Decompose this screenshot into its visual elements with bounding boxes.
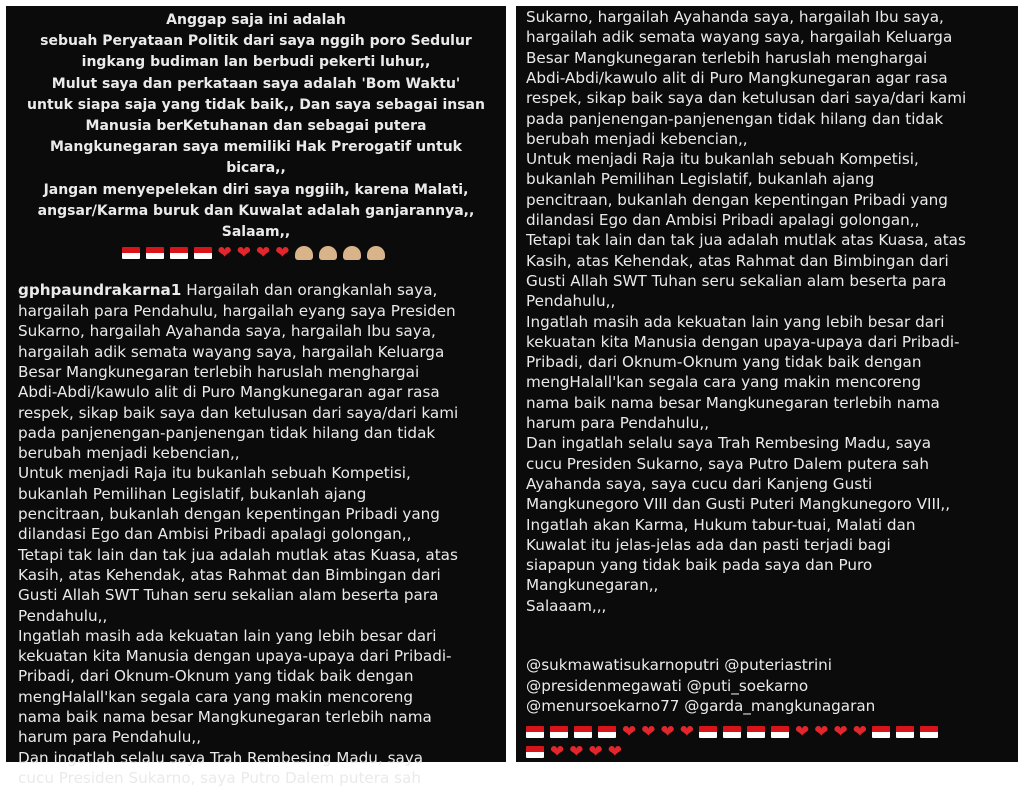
indonesia-flag-icon: [194, 247, 212, 259]
text-line: hargailah adik semata wayang saya, hargailah Keluarga: [526, 28, 953, 47]
text-line: Pendahulu,,: [18, 606, 108, 625]
praying-hands-icon: [295, 246, 313, 260]
text-line: pencitraan, bukanlah dengan kepentingan Pribadi yang: [526, 190, 948, 209]
text-line: pada panjenengan-panjenengan tidak hilang dan tidak: [526, 109, 944, 128]
text-line: Abdi-Abdi/kawulo alit di Puro Mangkunegaran agar rasa: [18, 383, 440, 402]
text-line: Dan ingatlah selalu saya Trah Rembesing Madu, saya: [18, 748, 424, 767]
text-line: Pribadi, dari Oknum-Oknum yang tidak baik dengan: [526, 353, 922, 372]
text-line: Tetapi tak lain dan tak jua adalah mutlak atas Kuasa, atas: [526, 231, 966, 250]
username-link[interactable]: gphpaundrakarna1: [18, 281, 182, 299]
heart-icon: ❤: [622, 721, 637, 742]
heart-icon: ❤: [833, 721, 848, 742]
emoji-row: [6, 242, 506, 263]
indonesia-flag-icon: [771, 726, 789, 738]
text-line: Tetapi tak lain dan tak jua adalah mutlak atas Kuasa, atas: [18, 545, 458, 564]
indonesia-flag-icon: [920, 726, 938, 738]
text-line: hargailah para Pendahulu, hargailah eyang saya Presiden: [18, 302, 456, 320]
text-line: pada panjenengan-panjenengan tidak hilang dan tidak: [18, 423, 436, 442]
text-line: Mangkunegoro VIII dan Gusti Puteri Mangkunegoro VIII,,: [526, 495, 951, 514]
indonesia-flag-icon: [598, 726, 616, 738]
praying-hands-icon: [319, 246, 337, 260]
caption-line: Salaam,,: [221, 224, 291, 240]
text-line: siapapun yang tidak baik pada saya dan Puro: [526, 556, 873, 575]
text-line: Pribadi, dari Oknum-Oknum yang tidak baik dengan: [18, 667, 414, 686]
caption-line: Manusia berKetuhanan dan sebagai putera: [85, 118, 427, 134]
text-line: berubah menjadi kebencian,,: [18, 444, 240, 463]
text-line: Gusti Allah SWT Tuhan seru sekalian alam beserta para: [18, 586, 439, 605]
comment-first-line: [18, 280, 437, 300]
caption-line: sebuah Peryataan Politik dari saya nggih poro Sedulur: [40, 33, 472, 50]
text-line: Untuk menjadi Raja itu bukanlah sebuah Kompetisi,: [18, 464, 411, 483]
text-line: dilandasi Ego dan Ambisi Pribadi apalagi golongan,,: [526, 211, 920, 229]
indonesia-flag-icon: [896, 726, 914, 738]
text-line: Besar Mangkunegaran terlebih haruslah menghargai: [18, 362, 420, 381]
heart-icon: ❤: [814, 721, 829, 742]
text-line: bukanlah Pemilihan Legislatif, bukanlah ajang: [18, 484, 367, 503]
text-line: Ayahanda saya, saya cucu dari Kanjeng Gusti: [526, 474, 873, 493]
caption-line: Mangkunegaran saya memiliki Hak Prerogatif untuk: [50, 139, 462, 156]
indonesia-flag-icon: [699, 726, 717, 738]
text-line: mengHalall'kan segala cara yang makin mencoreng: [526, 373, 922, 392]
indonesia-flag-icon: [574, 726, 592, 738]
heart-icon: ❤: [607, 741, 622, 762]
indonesia-flag-icon: [526, 726, 544, 738]
indonesia-flag-icon: [723, 726, 741, 738]
text-line: Kasih, atas Kehendak, atas Rahmat dan Bimbingan dari: [18, 565, 441, 584]
text-line: @presidenmegawati @puti_soekarno: [526, 676, 809, 695]
praying-hands-icon: [367, 246, 385, 260]
heart-icon: ❤: [660, 721, 675, 742]
text-line: Ingatlah masih ada kekuatan lain yang lebih besar dari: [526, 312, 945, 331]
emoji-row: [526, 741, 627, 762]
caption-line: Anggap saja ini adalah: [166, 12, 346, 28]
text-line: Kasih, atas Kehendak, atas Rahmat dan Bimbingan dari: [526, 251, 949, 270]
text-line: mengHalall'kan segala cara yang makin mencoreng: [18, 687, 414, 706]
text-line: nama baik nama besar Mangkunegaran terlebih nama: [18, 708, 432, 726]
text-line: Sukarno, hargailah Ayahanda saya, hargailah Ibu saya,: [18, 322, 436, 341]
indonesia-flag-icon: [526, 746, 544, 758]
indonesia-flag-icon: [747, 726, 765, 738]
text-line: dilandasi Ego dan Ambisi Pribadi apalagi golongan,,: [18, 525, 412, 544]
emoji-row: [526, 721, 944, 742]
caption-line: angsar/Karma buruk dan Kuwalat adalah ganjarannya,,: [37, 202, 475, 219]
left-screenshot-panel: [6, 6, 506, 787]
heart-icon: ❤: [217, 242, 232, 263]
indonesia-flag-icon: [170, 247, 188, 259]
text-line: @sukmawatisukarnoputri @puteriastrini: [526, 656, 833, 674]
heart-icon: ❤: [569, 741, 584, 762]
text-line: harum para Pendahulu,,: [526, 414, 710, 432]
text-line: @menursoekarno77 @garda_mangkunagaran: [526, 697, 876, 715]
heart-icon: ❤: [679, 721, 694, 742]
text-line: hargailah adik semata wayang saya, hargailah Keluarga: [18, 342, 445, 361]
indonesia-flag-icon: [550, 726, 568, 738]
heart-icon: ❤: [588, 741, 603, 762]
text-line: Untuk menjadi Raja itu bukanlah sebuah Kompetisi,: [526, 150, 919, 169]
indonesia-flag-icon: [146, 247, 164, 259]
caption-line: Jangan menyepelekan diri saya nggiih, karena Malati,: [43, 181, 469, 198]
text-line: Ingatlah akan Karma, Hukum tabur-tuai, Malati dan: [526, 515, 916, 534]
text-line: berubah menjadi kebencian,,: [526, 129, 748, 148]
text-line: Kuwalat itu jelas-jelas ada dan pasti terjadi bagi: [526, 535, 891, 554]
indonesia-flag-icon: [122, 247, 140, 259]
heart-icon: ❤: [641, 721, 656, 742]
text-line: nama baik nama besar Mangkunegaran terlebih nama: [526, 393, 940, 412]
text-line: respek, sikap baik saya dan ketulusan dari saya/dari kami: [18, 403, 459, 422]
text-line: Abdi-Abdi/kawulo alit di Puro Mangkunegaran agar rasa: [526, 68, 948, 87]
caption-line: bicara,,: [226, 160, 286, 177]
heart-icon: ❤: [256, 242, 271, 263]
text-line: kekuatan kita Manusia dengan upaya-upaya dari Pribadi-: [18, 647, 452, 666]
comment-text: Hargailah dan orangkanlah saya,: [181, 281, 438, 299]
text-line: Gusti Allah SWT Tuhan seru sekalian alam beserta para: [526, 271, 947, 290]
praying-hands-icon: [343, 246, 361, 260]
caption-line: Mulut saya dan perkataan saya adalah 'Bom Waktu': [51, 75, 461, 92]
text-line: Dan ingatlah selalu saya Trah Rembesing Madu, saya: [526, 434, 932, 453]
caption-line: untuk siapa saja yang tidak baik,, Dan saya sebagai insan: [27, 96, 485, 113]
indonesia-flag-icon: [872, 726, 890, 738]
right-screenshot-panel: [516, 6, 1018, 762]
text-line: kekuatan kita Manusia dengan upaya-upaya dari Pribadi-: [526, 332, 960, 351]
text-line: pencitraan, bukanlah dengan kepentingan Pribadi yang: [18, 505, 440, 523]
text-line: cucu Presiden Sukarno, saya Putro Dalem putera sah: [526, 454, 929, 473]
text-line: respek, sikap baik saya dan ketulusan dari saya/dari kami: [526, 89, 967, 108]
caption-line: ingkang budiman lan berbudi pekerti luhur,,: [81, 54, 431, 71]
heart-icon: ❤: [852, 721, 867, 742]
heart-icon: ❤: [236, 242, 251, 263]
text-line: harum para Pendahulu,,: [18, 728, 202, 747]
text-line: Besar Mangkunegaran terlebih haruslah menghargai: [526, 48, 928, 67]
heart-icon: ❤: [275, 242, 290, 263]
text-line: Mangkunegaran,,: [526, 576, 659, 595]
heart-icon: ❤: [550, 741, 565, 762]
text-line: Ingatlah masih ada kekuatan lain yang lebih besar dari: [18, 626, 437, 645]
text-line: cucu Presiden Sukarno, saya Putro Dalem putera sah: [18, 768, 421, 787]
text-line: bukanlah Pemilihan Legislatif, bukanlah ajang: [526, 170, 875, 189]
text-line: Pendahulu,,: [526, 292, 616, 311]
heart-icon: ❤: [795, 721, 810, 742]
text-line: Sukarno, hargailah Ayahanda saya, hargailah Ibu saya,: [526, 8, 944, 26]
text-line: Salaaam,,,: [526, 596, 607, 615]
